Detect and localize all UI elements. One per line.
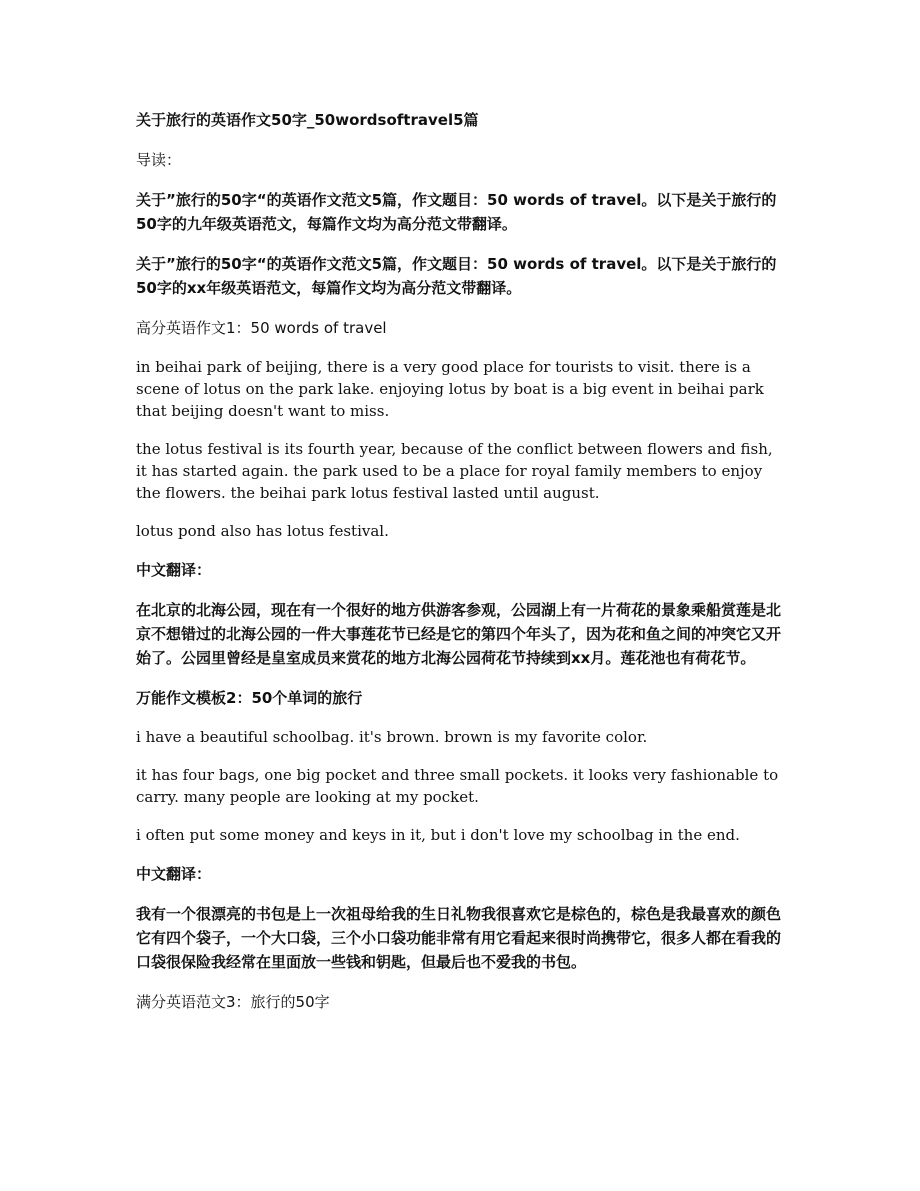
essay-1-paragraph-2: the lotus festival is its fourth year, because of the conflict between flowers and fish, it has started again. the park used to be a place for royal family members to enjoy the flowers. the beihai park lotus festival lasted until august. <box>136 440 773 502</box>
intro-label: 导读： <box>136 151 182 169</box>
essay-3-heading: 满分英语范文3：旅行的50字 <box>136 993 330 1011</box>
essay-2-translation-label: 中文翻译： <box>136 865 212 883</box>
intro-paragraph-1: 关于”旅行的50字“的英语作文范文5篇，作文题目：50 words of travel。以下是关于旅行的50字的九年级英语范文，每篇作文均为高分范文带翻译。 <box>136 191 777 233</box>
document-title: 关于旅行的英语作文50字_50wordsoftravel5篇 <box>136 111 479 129</box>
essay-1-paragraph-3: lotus pond also has lotus festival. <box>136 522 389 540</box>
intro-paragraph-2: 关于”旅行的50字“的英语作文范文5篇，作文题目：50 words of travel。以下是关于旅行的50字的xx年级英语范文，每篇作文均为高分范文带翻译。 <box>136 255 777 297</box>
essay-1-paragraph-1: in beihai park of beijing, there is a very good place for tourists to visit. there is a scene of lotus on the park lake. enjoying lotus by boat is a big event in beihai park that beijing doesn't want to miss. <box>136 358 764 420</box>
document-page <box>136 108 782 1030</box>
essay-1-translation: 在北京的北海公园，现在有一个很好的地方供游客参观，公园湖上有一片荷花的景象乘船赏莲是北京不想错过的北海公园的一件大事莲花节已经是它的第四个年头了，因为花和鱼之间的冲突它又开始了。公园里曾经是皇室成员来赏花的地方北海公园荷花节持续到xx月。莲花池也有荷花节。 <box>136 601 782 667</box>
essay-2-paragraph-2: it has four bags, one big pocket and three small pockets. it looks very fashionable to carry. many people are looking at my pocket. <box>136 766 779 806</box>
essay-1-translation-label: 中文翻译： <box>136 561 212 579</box>
essay-1-heading: 高分英语作文1：50 words of travel <box>136 319 387 337</box>
essay-2-paragraph-3: i often put some money and keys in it, but i don't love my schoolbag in the end. <box>136 826 740 844</box>
essay-2-heading: 万能作文模板2：50个单词的旅行 <box>136 689 363 707</box>
essay-2-paragraph-1: i have a beautiful schoolbag. it's brown. brown is my favorite color. <box>136 728 648 746</box>
essay-2-translation: 我有一个很漂亮的书包是上一次祖母给我的生日礼物我很喜欢它是棕色的，棕色是我最喜欢的颜色它有四个袋子，一个大口袋，三个小口袋功能非常有用它看起来很时尚携带它，很多人都在看我的口袋很保险我经常在里面放一些钱和钥匙，但最后也不爱我的书包。 <box>136 905 782 971</box>
